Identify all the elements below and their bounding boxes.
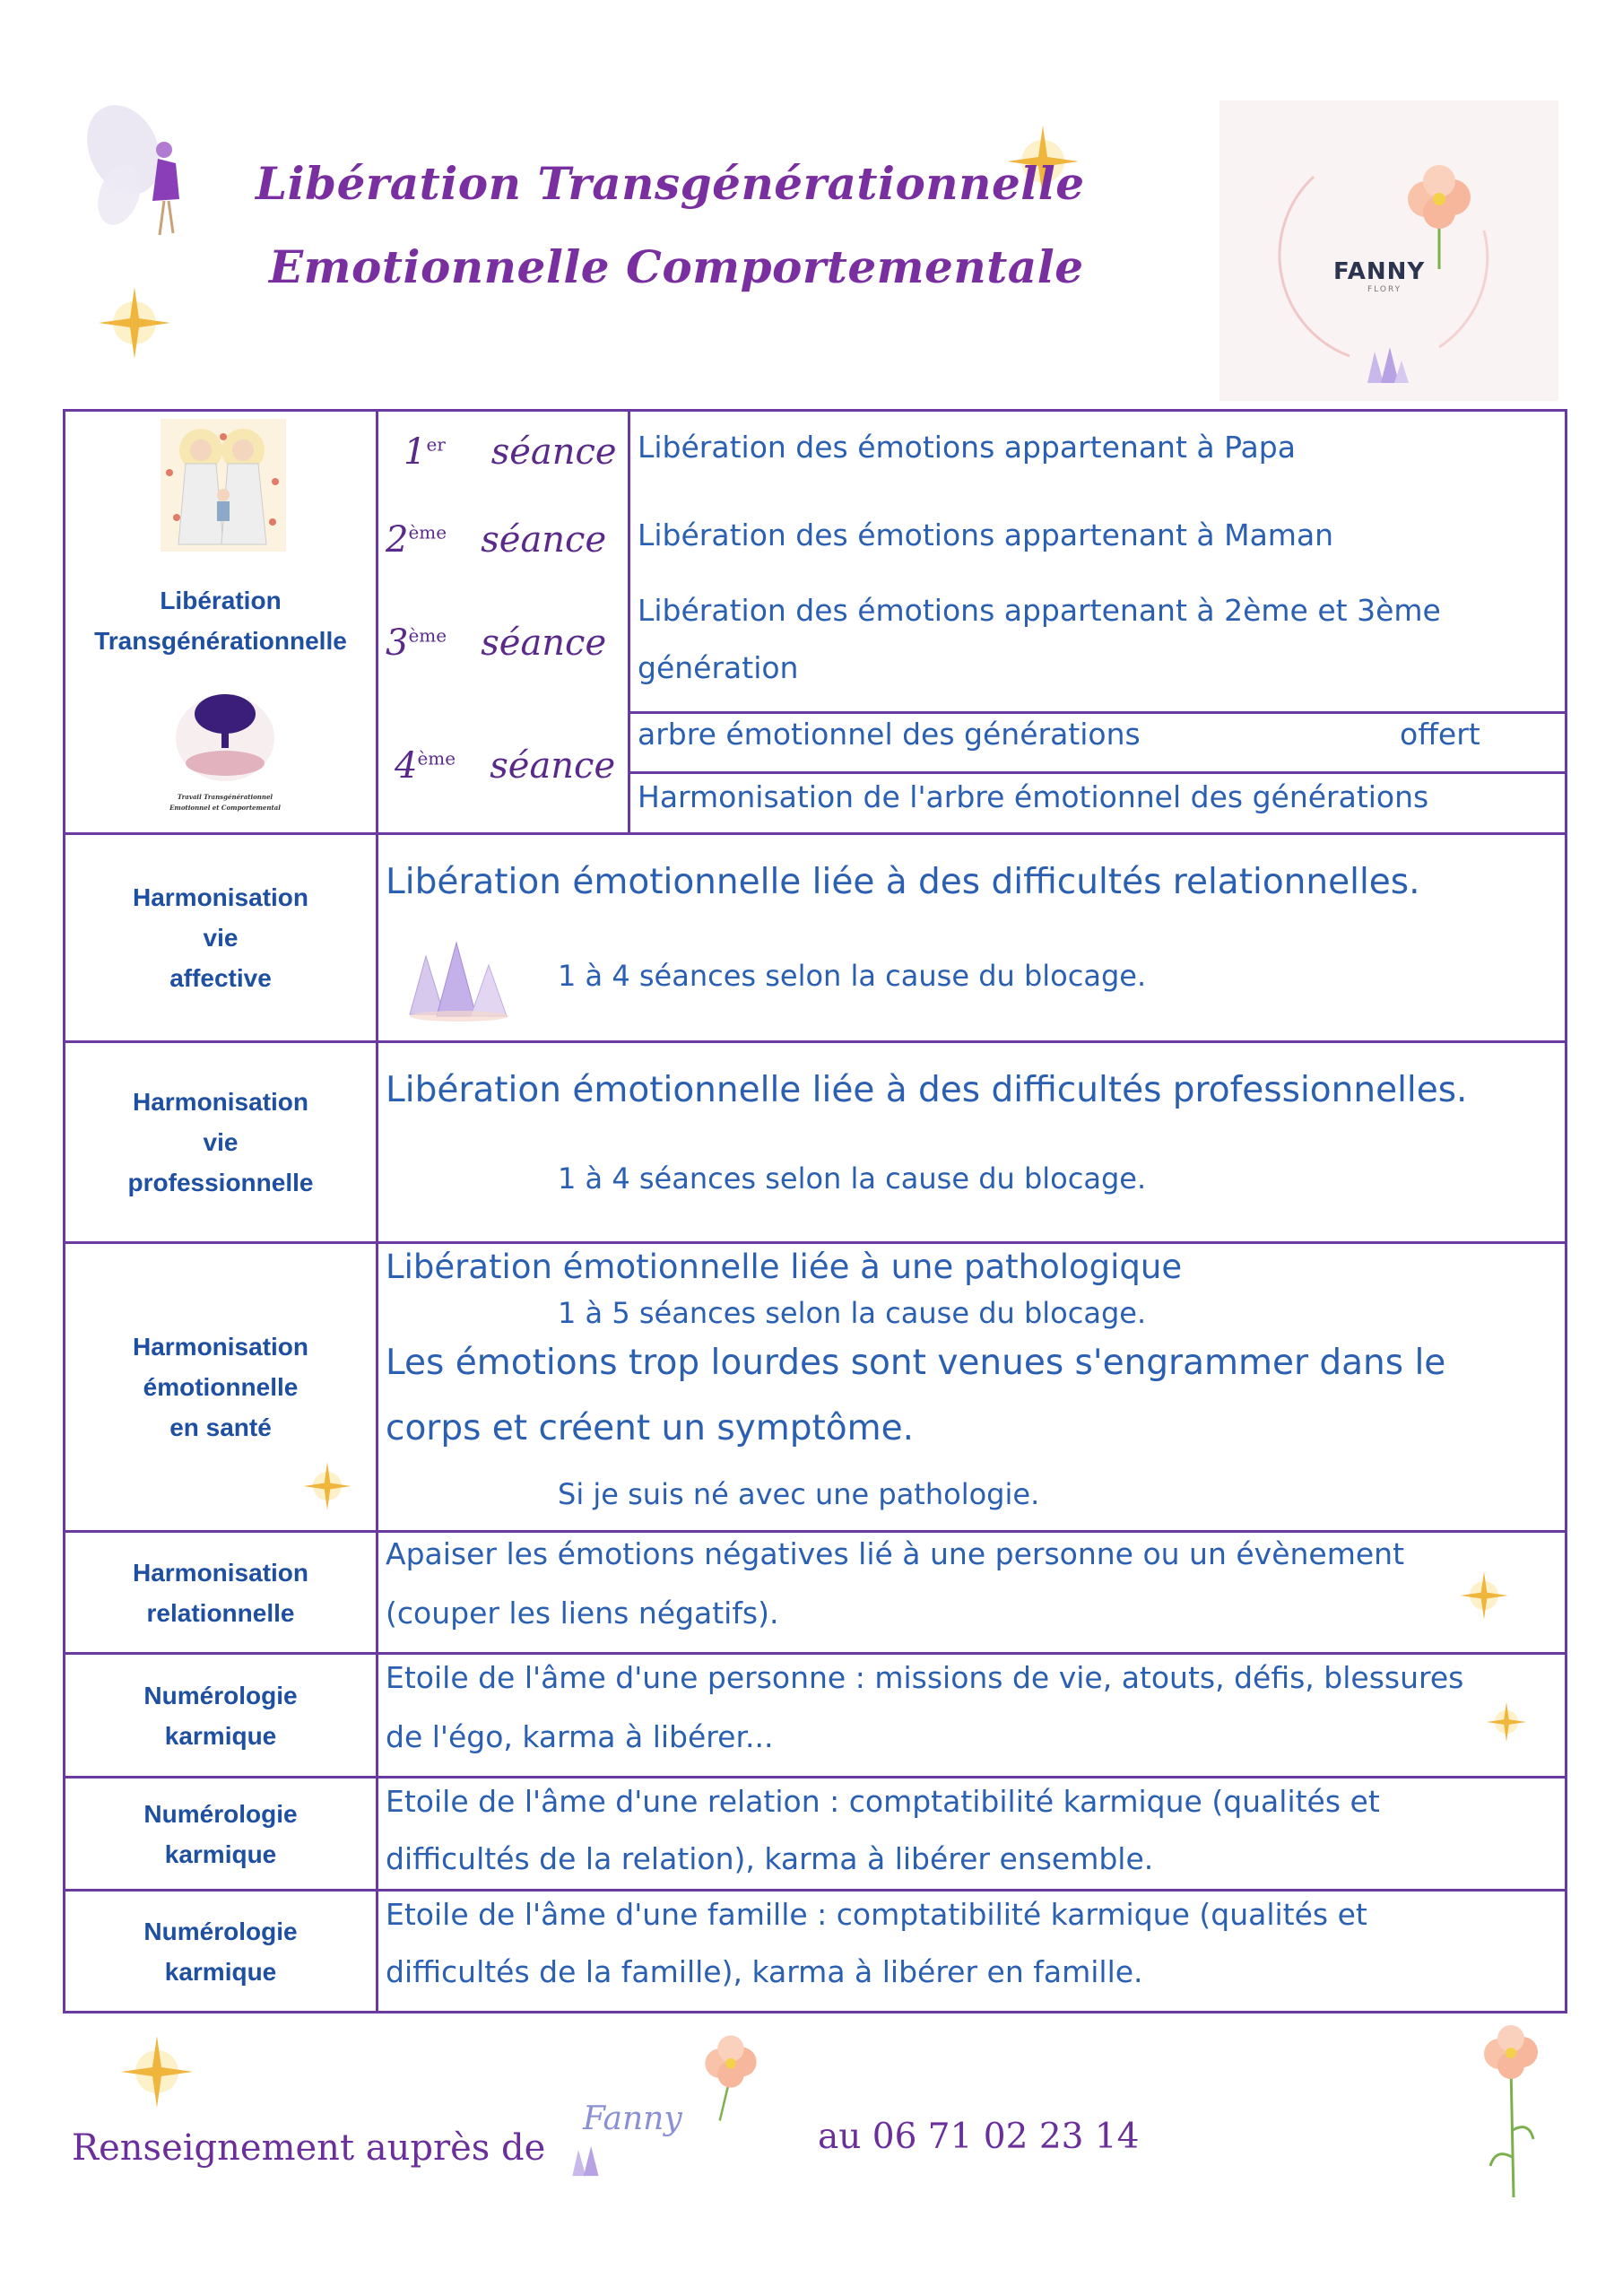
category-health [65,1243,378,1532]
sessions-block [378,411,1567,834]
sparkle-icon [1457,1569,1511,1622]
session-4-label: 4ème séance [395,745,616,787]
category-label: karmique [164,1957,277,1986]
category-numerology-family [65,1891,378,2013]
description-line-2: 1 à 5 séances selon la cause du blocage. [558,1296,1147,1330]
phone-number: au 06 71 02 23 14 [818,2117,1140,2157]
divider [630,711,1565,714]
family-illustration [161,419,286,552]
description-line-1: Libération émotionnelle liée à des difficultés professionnelles. [386,1070,1468,1110]
logo-subtitle: FLORY [1367,285,1402,294]
category-label: Harmonisation [132,883,309,911]
description-line-1: Etoile de l'âme d'une relation : comptatibilité karmique (qualités et [386,1784,1380,1819]
table-row [65,1654,1567,1778]
description-line-1: Libération émotionnelle liée à une pathologique [386,1248,1183,1286]
category-numerology-relation [65,1778,378,1891]
row-description [378,834,1567,1042]
category-relational [65,1532,378,1654]
description-line-2: (couper les liens négatifs). [386,1596,779,1631]
crystal-icon [1358,343,1412,387]
table-row [65,1042,1567,1243]
sparkle-icon [300,1459,354,1513]
category-label: Harmonisation [132,1558,309,1587]
signature: Fanny [583,2100,682,2137]
table-row [65,1891,1567,2013]
session-4-text-b: Harmonisation de l'arbre émotionnel des générations [638,779,1429,814]
title-line-1: Libération Transgénérationnelle [256,157,1085,210]
session-4-text-a: arbre émotionnel des générations [638,717,1141,752]
sessions-column [378,412,630,832]
row-description [378,1243,1567,1532]
category-professional [65,1042,378,1243]
description-line-1: Etoile de l'âme d'une personne : missions de vie, atouts, défis, blessures [386,1660,1464,1695]
session-3-text-line-1: Libération des émotions appartenant à 2ème et 3ème [638,593,1441,628]
sparkle-icon [94,283,175,363]
row-description [378,1891,1567,2013]
table-row [65,1532,1567,1654]
category-label: Numérologie [143,1917,298,1945]
category-label: relationnelle [146,1598,295,1627]
row-description [378,1654,1567,1778]
category-affective [65,834,378,1042]
category-label: affective [169,964,272,992]
tree-logo [162,683,288,817]
flower-icon [1390,163,1488,271]
table-row [65,411,1567,834]
logo-name: FANNY [1333,258,1426,285]
sessions-descriptions [630,412,1565,832]
session-1-text: Libération des émotions appartenant à Papa [638,430,1296,465]
title-line-2: Emotionnelle Comportementale [269,240,1084,293]
session-3-label: 3ème séance [386,622,607,664]
category-label: Harmonisation [132,1333,309,1361]
description-line-2: difficultés de la famille), karma à libérer en famille. [386,1954,1143,1989]
description-line-2: 1 à 4 séances selon la cause du blocage. [558,959,1147,993]
category-label: vie [203,1128,239,1156]
session-2-text: Libération des émotions appartenant à Maman [638,517,1334,552]
description-line-1: Apaiser les émotions négatives lié à une personne ou un évènement [386,1536,1405,1571]
fanny-logo [1219,100,1558,401]
category-label: émotionnelle [143,1373,299,1401]
flower-icon [690,2029,771,2127]
category-label: vie [203,924,239,952]
category-label: Harmonisation [132,1088,309,1116]
description-line-5: Si je suis né avec une pathologie. [558,1477,1040,1511]
table-row [65,834,1567,1042]
signature-logo [556,2029,762,2190]
contact-label: Renseignement auprès de [72,2127,546,2169]
category-label: karmique [164,1839,277,1868]
category-numerology-person [65,1654,378,1778]
category-transgenerational [65,411,378,834]
session-1-label: 1er séance [404,431,617,473]
description-line-4: corps et créent un symptôme. [386,1408,915,1448]
sparkle-icon [117,2031,197,2112]
offered-label: offert [1400,717,1480,752]
description-line-1: Libération émotionnelle liée à des difficultés relationnelles. [386,862,1420,902]
row-description [378,1042,1567,1243]
description-line-2: 1 à 4 séances selon la cause du blocage. [558,1161,1147,1196]
description-line-1: Etoile de l'âme d'une famille : comptatibilité karmique (qualités et [386,1897,1367,1932]
fairy-illustration [79,100,204,244]
session-2-label: 2ème séance [386,519,607,561]
row-description [378,1778,1567,1891]
services-table [63,409,1567,2013]
description-line-2: de l'égo, karma à libérer... [386,1719,774,1754]
row-description [378,1532,1567,1654]
session-3-text-line-2: génération [638,650,799,685]
sparkle-icon [1484,1700,1529,1744]
category-label: professionnelle [127,1169,314,1196]
category-label: Libération [160,587,282,614]
crystal-icon [565,2141,610,2181]
table-row [65,1243,1567,1532]
category-label: Numérologie [143,1681,298,1709]
category-label: karmique [164,1721,277,1750]
category-label: Transgénérationnelle [94,627,347,655]
description-line-2: difficultés de la relation), karma à libérer ensemble. [386,1841,1154,1876]
crystal-icon [401,934,517,1023]
tree-logo-caption-2: Emotionnel et Comportemental [169,804,281,812]
divider [630,771,1565,774]
category-label: en santé [169,1413,272,1441]
flower-icon [1471,2022,1551,2202]
table-row [65,1778,1567,1891]
category-label: Numérologie [143,1799,298,1828]
description-line-3: Les émotions trop lourdes sont venues s'engrammer dans le [386,1343,1446,1383]
tree-logo-caption-1: Travail Transgénérationnel [177,793,273,801]
